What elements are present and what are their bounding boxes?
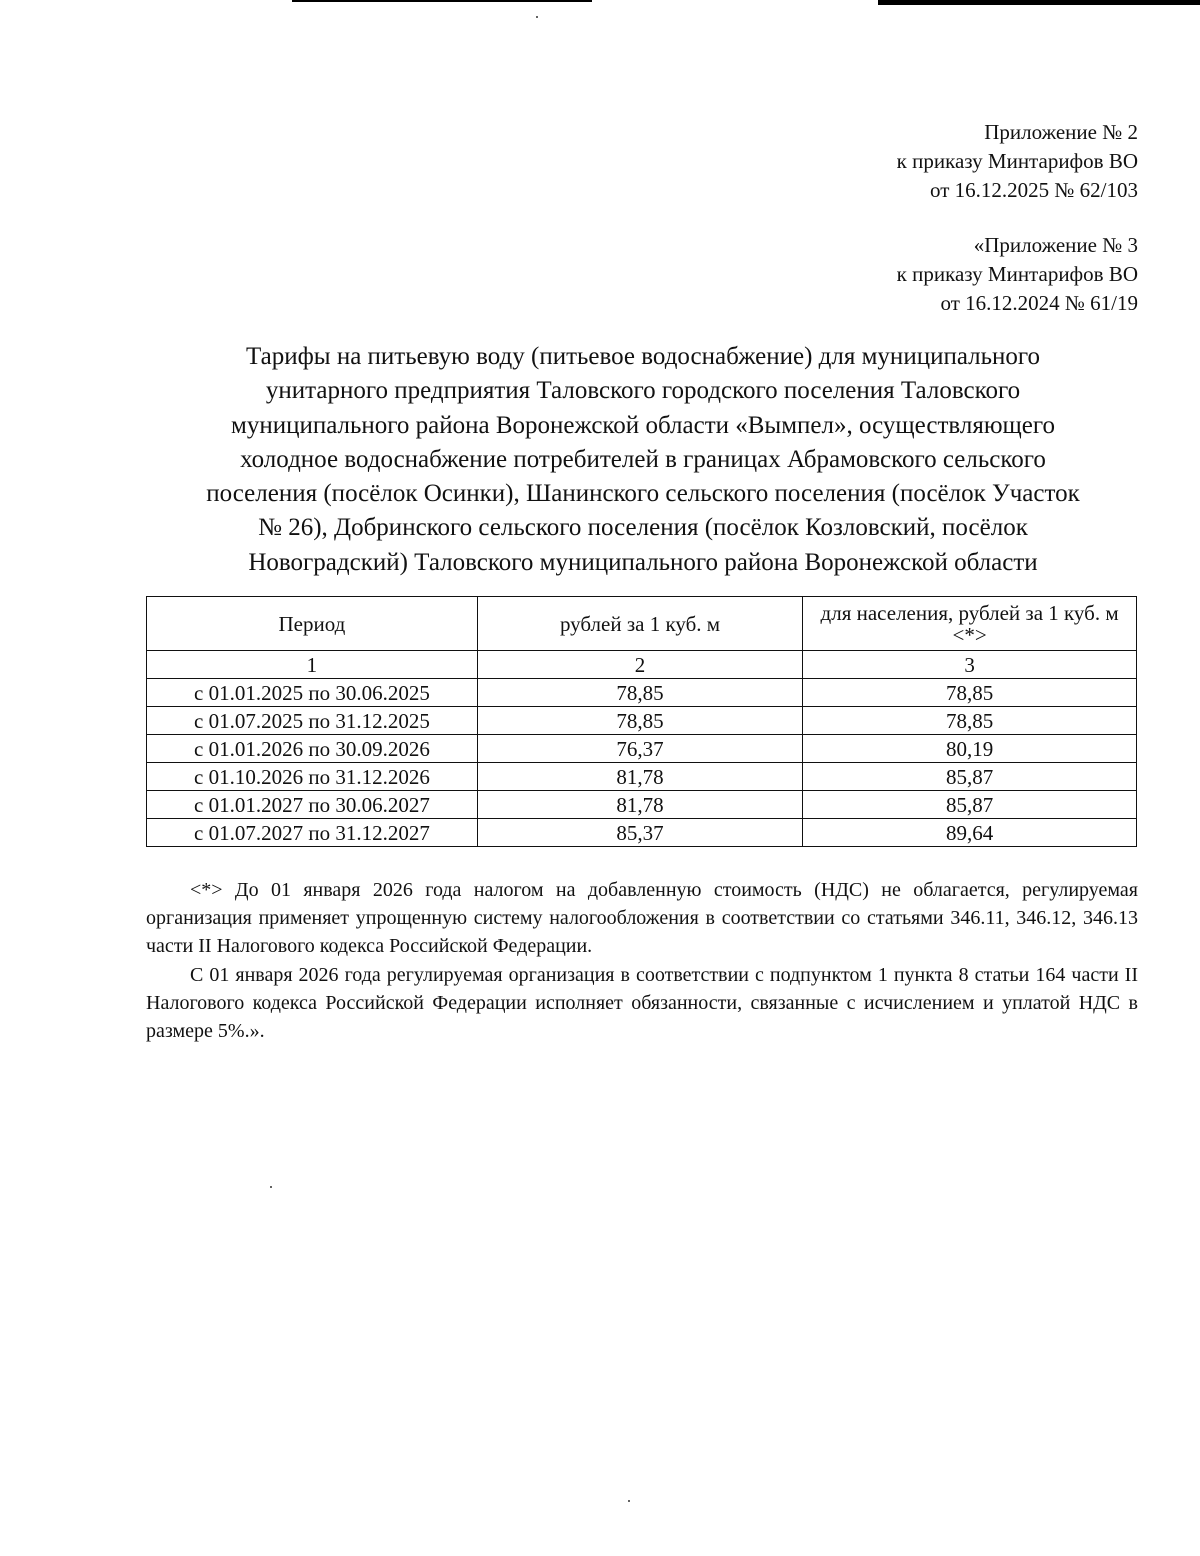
footnote-vat-exemption: <*> До 01 января 2026 года налогом на добавленную стоимость (НДС) не облагается, регулируемая организация применяет упрощенную систему налогообложения в соответствии со статьями 346.11, 346.12, 346.13 части II Налогового кодекса Российской Федерации. — [146, 879, 1138, 958]
table-row — [147, 735, 1137, 763]
appendix-order-ref: к приказу Минтарифов ВО — [896, 149, 1138, 173]
rate-cell: 81,78 — [477, 763, 802, 791]
footnotes — [146, 876, 1138, 1045]
header-rate-population: для населения, рублей за 1 куб. м <*> — [803, 597, 1137, 651]
period-cell: с 01.07.2025 по 31.12.2025 — [147, 707, 478, 735]
period-cell: с 01.01.2025 по 30.06.2025 — [147, 679, 478, 707]
table-header-row — [147, 597, 1137, 651]
population-rate-cell: 78,85 — [803, 707, 1137, 735]
table-row — [147, 819, 1137, 847]
table-column-numbers-row — [147, 651, 1137, 679]
rate-cell: 78,85 — [477, 707, 802, 735]
title-line: № 26), Добринского сельского поселения (посёлок Козловский, посёлок — [258, 514, 1028, 542]
scan-edge-mark — [292, 0, 592, 2]
appendix-number: Приложение № 2 — [984, 120, 1138, 144]
table-row — [147, 679, 1137, 707]
header-rate: рублей за 1 куб. м — [477, 597, 802, 651]
period-cell: с 01.07.2027 по 31.12.2027 — [147, 819, 478, 847]
table-row — [147, 763, 1137, 791]
period-cell: с 01.01.2026 по 30.09.2026 — [147, 735, 478, 763]
rate-cell: 78,85 — [477, 679, 802, 707]
population-rate-cell: 78,85 — [803, 679, 1137, 707]
title-line: поселения (посёлок Осинки), Шанинского сельского поселения (посёлок Участок — [206, 480, 1080, 508]
footnote-vat-obligation: С 01 января 2026 года регулируемая организация в соответствии с подпунктом 1 пункта 8 статьи 164 части II Налогового кодекса Российской Федерации исполняет обязанности, связанные с исчислением и уплатой НДС в размере 5%.». — [146, 963, 1138, 1043]
title-line: холодное водоснабжение потребителей в границах Абрамовского сельского — [240, 445, 1046, 473]
scan-speck — [270, 1186, 272, 1188]
table-row — [147, 707, 1137, 735]
column-number: 1 — [147, 651, 478, 679]
appendix-header-current — [897, 118, 1138, 205]
document-title — [148, 340, 1138, 580]
column-number: 3 — [803, 651, 1137, 679]
title-line: унитарного предприятия Таловского городского поселения Таловского — [265, 377, 1021, 405]
appendix-order-date: от 16.12.2025 № 62/103 — [929, 178, 1138, 202]
population-rate-cell: 89,64 — [803, 819, 1137, 847]
scan-edge-mark — [878, 0, 1200, 5]
tariff-table — [146, 596, 1137, 847]
appendix-order-ref: к приказу Минтарифов ВО — [896, 262, 1138, 286]
title-line: Тарифы на питьевую воду (питьевое водоснабжение) для муниципального — [245, 343, 1041, 370]
period-cell: с 01.01.2027 по 30.06.2027 — [147, 791, 478, 819]
appendix-number: «Приложение № 3 — [973, 233, 1138, 257]
header-period: Период — [147, 597, 478, 651]
population-rate-cell: 85,87 — [803, 791, 1137, 819]
population-rate-cell: 85,87 — [803, 763, 1137, 791]
period-cell: с 01.10.2026 по 31.12.2026 — [147, 763, 478, 791]
scan-speck — [628, 1500, 630, 1502]
rate-cell: 85,37 — [477, 819, 802, 847]
appendix-order-date: от 16.12.2024 № 61/19 — [940, 291, 1138, 315]
column-number: 2 — [477, 651, 802, 679]
population-rate-cell: 80,19 — [803, 735, 1137, 763]
rate-cell: 81,78 — [477, 791, 802, 819]
appendix-header-amended — [897, 231, 1138, 318]
rate-cell: 76,37 — [477, 735, 802, 763]
scan-speck — [536, 16, 538, 18]
title-line: муниципального района Воронежской области «Вымпел», осуществляющего — [231, 411, 1055, 439]
table-row — [147, 791, 1137, 819]
title-line: Новоградский) Таловского муниципального района Воронежской области — [248, 548, 1038, 576]
